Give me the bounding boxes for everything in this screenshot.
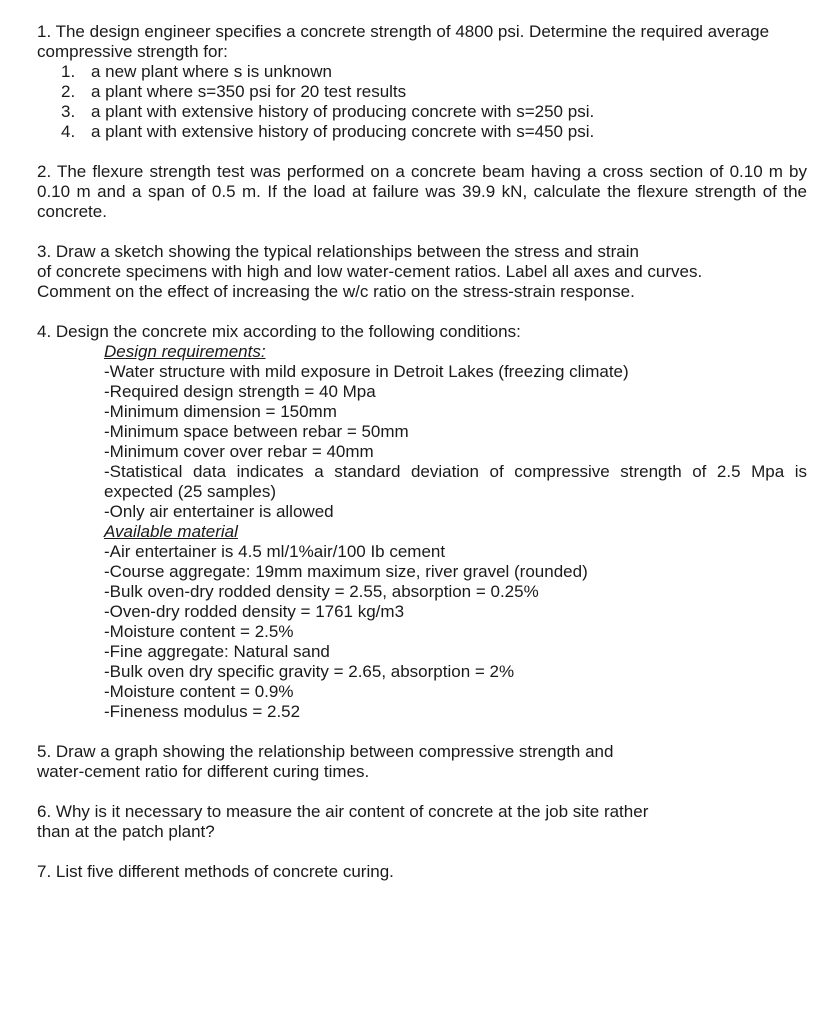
list-item: -Fine aggregate: Natural sand xyxy=(104,642,330,661)
document-page xyxy=(37,22,807,902)
list-item: 4. a plant with extensive history of producing concrete with s=450 psi. xyxy=(61,122,595,141)
question-3-line: 3. Draw a sketch showing the typical relationships between the stress and strain xyxy=(37,242,639,261)
question-4-intro: 4. Design the concrete mix according to the following conditions: xyxy=(37,322,521,341)
question-5 xyxy=(37,742,807,782)
list-item: -Bulk oven dry specific gravity = 2.65, absorption = 2% xyxy=(104,662,515,681)
list-item: -Minimum space between rebar = 50mm xyxy=(104,422,409,441)
question-6-line: 6. Why is it necessary to measure the air content of concrete at the job site rather xyxy=(37,802,649,821)
available-material-heading: Available material xyxy=(104,522,238,541)
question-7 xyxy=(37,862,807,882)
list-item: 2. a plant where s=350 psi for 20 test results xyxy=(61,82,407,101)
question-6 xyxy=(37,802,807,842)
list-item: 1. a new plant where s is unknown xyxy=(61,62,332,81)
list-item: -Air entertainer is 4.5 ml/1%air/100 Ib cement xyxy=(104,542,446,561)
question-3-line: Comment on the effect of increasing the w/c ratio on the stress-strain response. xyxy=(37,282,635,301)
question-3-line: of concrete specimens with high and low water-cement ratios. Label all axes and curves. xyxy=(37,262,703,281)
question-1 xyxy=(37,22,807,142)
list-item: -Only air entertainer is allowed xyxy=(104,502,334,521)
list-item: 3. a plant with extensive history of producing concrete with s=250 psi. xyxy=(61,102,595,121)
question-4 xyxy=(37,322,807,722)
question-3 xyxy=(37,242,807,302)
list-item: -Course aggregate: 19mm maximum size, river gravel (rounded) xyxy=(104,562,588,581)
list-item: -Fineness modulus = 2.52 xyxy=(104,702,301,721)
list-item: -Oven-dry rodded density = 1761 kg/m3 xyxy=(104,602,405,621)
list-item: -Statistical data indicates a standard deviation of compressive strength of 2.5 Mpa is expected (25 samples) xyxy=(104,462,807,501)
list-item: -Moisture content = 0.9% xyxy=(104,682,294,701)
question-5-line: water-cement ratio for different curing times. xyxy=(37,762,370,781)
question-1-intro: 1. The design engineer specifies a concrete strength of 4800 psi. Determine the required average compressive strength for: xyxy=(37,22,770,61)
question-2 xyxy=(37,162,807,222)
question-2-text: 2. The flexure strength test was performed on a concrete beam having a cross section of 0.10 m by 0.10 m and a span of 0.5 m. If the load at failure was 39.9 kN, calculate the flexure strength of the concrete. xyxy=(37,162,807,221)
question-7-text: 7. List five different methods of concrete curing. xyxy=(37,862,394,881)
list-item: -Required design strength = 40 Mpa xyxy=(104,382,376,401)
list-item: -Minimum cover over rebar = 40mm xyxy=(104,442,374,461)
list-item: -Water structure with mild exposure in Detroit Lakes (freezing climate) xyxy=(104,362,629,381)
list-item: -Minimum dimension = 150mm xyxy=(104,402,337,421)
question-4-details xyxy=(104,342,807,722)
question-5-line: 5. Draw a graph showing the relationship between compressive strength and xyxy=(37,742,614,761)
design-requirements-heading: Design requirements: xyxy=(104,342,266,361)
question-1-list xyxy=(37,62,807,142)
list-item: -Bulk oven-dry rodded density = 2.55, absorption = 0.25% xyxy=(104,582,539,601)
list-item: -Moisture content = 2.5% xyxy=(104,622,294,641)
question-6-line: than at the patch plant? xyxy=(37,822,215,841)
